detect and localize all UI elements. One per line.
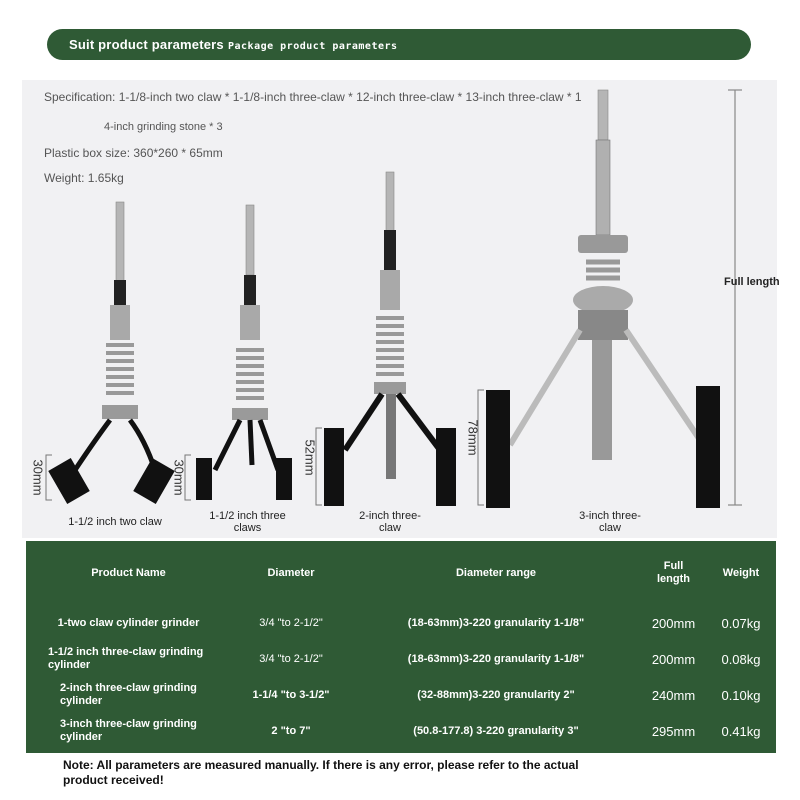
parameters-table [26,541,776,753]
spec-box-size: Plastic box size: 360*260 * 65mm [44,146,223,160]
dim-label-1: 30mm [30,459,46,496]
cell-diameter: 1-1/4 "to 3-1/2" [252,688,330,701]
cell-diameter-range: (32-88mm)3-220 granularity 2" [417,688,575,701]
cell-weight: 0.07kg [721,615,761,631]
header-diameter: Diameter [267,566,315,579]
dim-label-2: 30mm [171,459,187,496]
tool-three-claws-small [196,205,292,500]
banner-title: Suit product parameters [69,37,224,52]
cell-product-name: 2-inch three-claw grinding cylinder [60,682,197,707]
cell-full-length: 295mm [651,723,696,739]
tool-three-claw-2inch [324,172,456,506]
table-row [26,641,776,677]
header-product-name: Product Name [91,566,166,579]
caption-three-claw-3inch: 3-inch three-claw [579,510,641,534]
header-full-length: Full length [657,560,690,585]
cell-diameter-range: (18-63mm)3-220 granularity 1-1/8" [407,652,585,665]
caption-three-claw-2inch: 2-inch three-claw [359,510,421,534]
cell-full-length: 200mm [651,615,696,631]
cell-full-length: 200mm [651,651,696,667]
header-diameter-range: Diameter range [455,566,537,579]
cell-diameter: 3/4 "to 2-1/2" [259,616,323,629]
header-weight: Weight [722,566,760,579]
table-row [26,677,776,713]
cell-weight: 0.08kg [721,651,761,667]
cell-product-name: 3-inch three-claw grinding cylinder [60,718,197,743]
table-row [26,713,776,749]
footer-note: Note: All parameters are measured manually. If there is any error, please refer to the actual product received! [63,758,579,787]
spec-weight: Weight: 1.65kg [44,171,124,185]
banner-subtitle: Package product parameters [228,41,398,52]
caption-three-claws-small: 1-1/2 inch three claws [209,510,286,534]
table-row [26,605,776,641]
dim-label-4: 78mm [465,419,481,456]
cell-weight: 0.41kg [721,723,761,739]
cell-weight: 0.10kg [721,687,761,703]
cell-product-name: 1-two claw cylinder grinder [57,616,200,629]
dim-label-3: 52mm [302,439,318,476]
cell-diameter: 2 "to 7" [271,724,311,737]
full-length-label: Full length [724,276,780,288]
cell-diameter-range: (18-63mm)3-220 granularity 1-1/8" [407,616,585,629]
caption-two-claw: 1-1/2 inch two claw [68,516,162,528]
cell-diameter: 3/4 "to 2-1/2" [259,652,323,665]
cell-diameter-range: (50.8-177.8) 3-220 granularity 3" [413,724,579,737]
spec-grinding-stone: 4-inch grinding stone * 3 [104,121,223,133]
cell-full-length: 240mm [651,687,696,703]
tool-three-claw-3inch [486,90,720,508]
cell-product-name: 1-1/2 inch three-claw grinding cylinder [48,646,204,671]
tool-two-claw [48,202,175,504]
table-header-row [26,541,776,605]
spec-specification: Specification: 1-1/8-inch two claw * 1-1/8-inch three-claw * 12-inch three-claw * 13-inch three-claw * 1 [44,90,582,104]
